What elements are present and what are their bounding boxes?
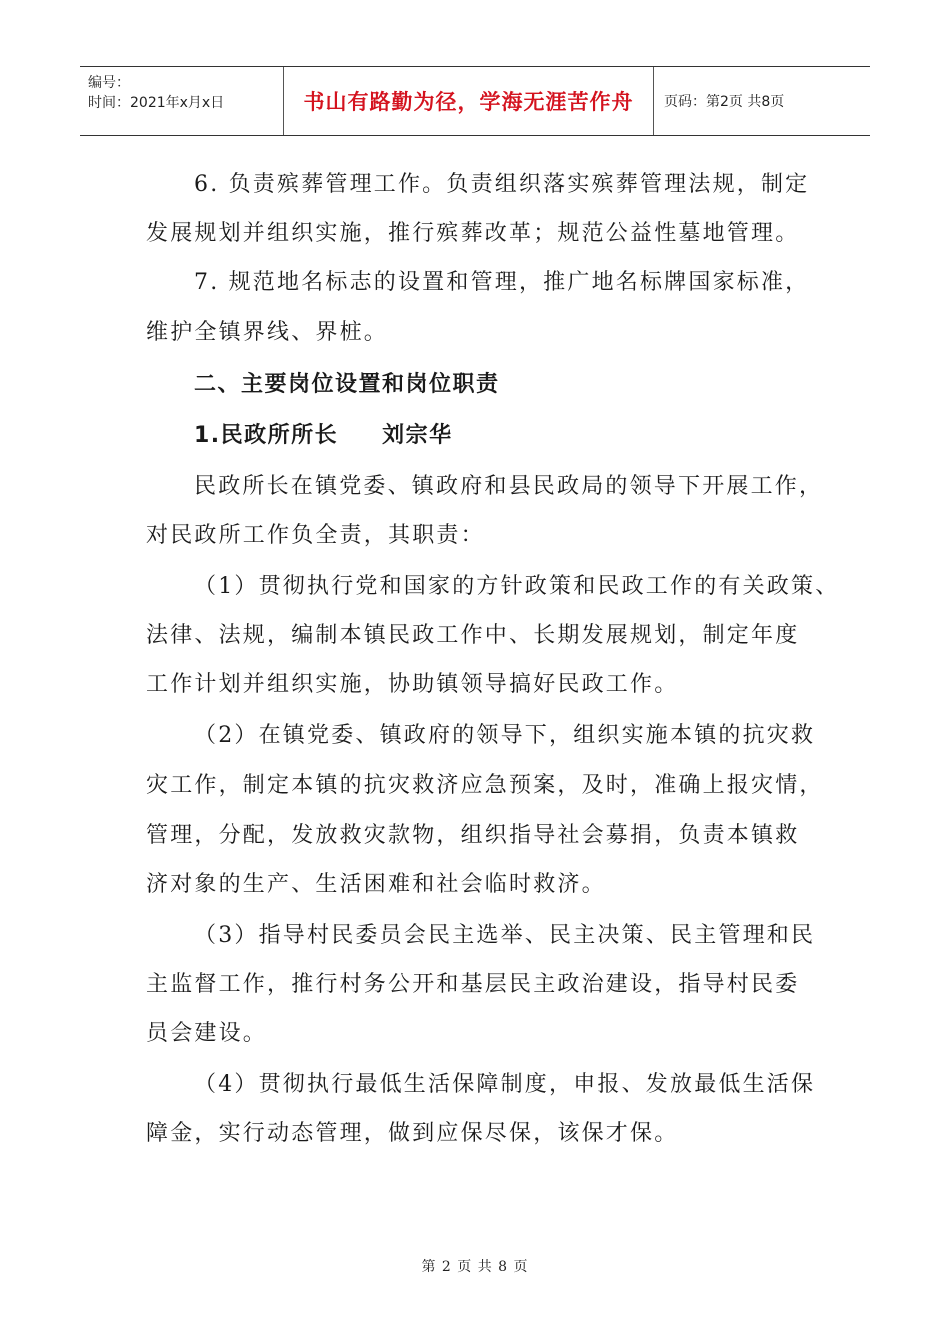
duty-3-line-3: 员会建设。 [146,1021,268,1046]
duty-1-line-2: 法律、法规，编制本镇民政工作中、长期发展规划，制定年度 [146,623,800,648]
document-date-label: 时间：2021年x月x日 [88,95,225,111]
role-title: 1.民政所所长 [194,423,339,448]
duty-2-line-3: 管理，分配，发放救灾款物，组织指导社会募捐，负责本镇救 [146,823,800,848]
item-7-line-2: 维护全镇界线、界桩。 [146,320,389,345]
duty-3-line-2: 主监督工作，推行村务公开和基层民主政治建设，指导村民委 [146,972,800,997]
duty-2-line-1: （2）在镇党委、镇政府的领导下，组织实施本镇的抗灾救 [194,723,816,748]
header-motto: 书山有路勤为径，学海无涯苦作舟 [303,90,634,114]
header-page-info: 页码：第2页 共8页 [664,94,785,110]
duty-1-line-3: 工作计划并组织实施，协助镇领导搞好民政工作。 [146,672,679,697]
header-meta-cell [80,67,284,135]
duty-1-line-1: （1）贯彻执行党和国家的方针政策和民政工作的有关政策、 [194,574,840,599]
header-page-cell [654,67,870,135]
header-motto-cell [284,67,654,135]
document-number-label: 编号： [88,75,130,91]
document-header [80,66,870,136]
duty-2-line-4: 济对象的生产、生活困难和社会临时救济。 [146,872,606,897]
role-heading [194,421,453,451]
item-7-line-1: 7. 规范地名标志的设置和管理，推广地名标牌国家标准， [194,270,810,295]
page-footer: 第 2 页 共 8 页 [421,1259,529,1275]
duty-3-line-1: （3）指导村民委员会民主选举、民主决策、民主管理和民 [194,923,816,948]
duty-4-line-1: （4）贯彻执行最低生活保障制度，申报、发放最低生活保 [194,1072,816,1097]
duty-2-line-2: 灾工作，制定本镇的抗灾救济应急预案，及时，准确上报灾情， [146,773,824,798]
duty-4-line-2: 障金，实行动态管理，做到应保尽保，该保才保。 [146,1121,679,1146]
section-heading: 二、主要岗位设置和岗位职责 [194,372,500,397]
role-holder-name: 刘宗华 [382,423,453,448]
intro-line-1: 民政所长在镇党委、镇政府和县民政局的领导下开展工作， [194,474,824,499]
item-6-line-2: 发展规划并组织实施，推行殡葬改革；规范公益性墓地管理。 [146,221,800,246]
intro-line-2: 对民政所工作负全责，其职责： [146,523,485,548]
item-6-line-1: 6. 负责殡葬管理工作。负责组织落实殡葬管理法规，制定 [194,172,810,197]
